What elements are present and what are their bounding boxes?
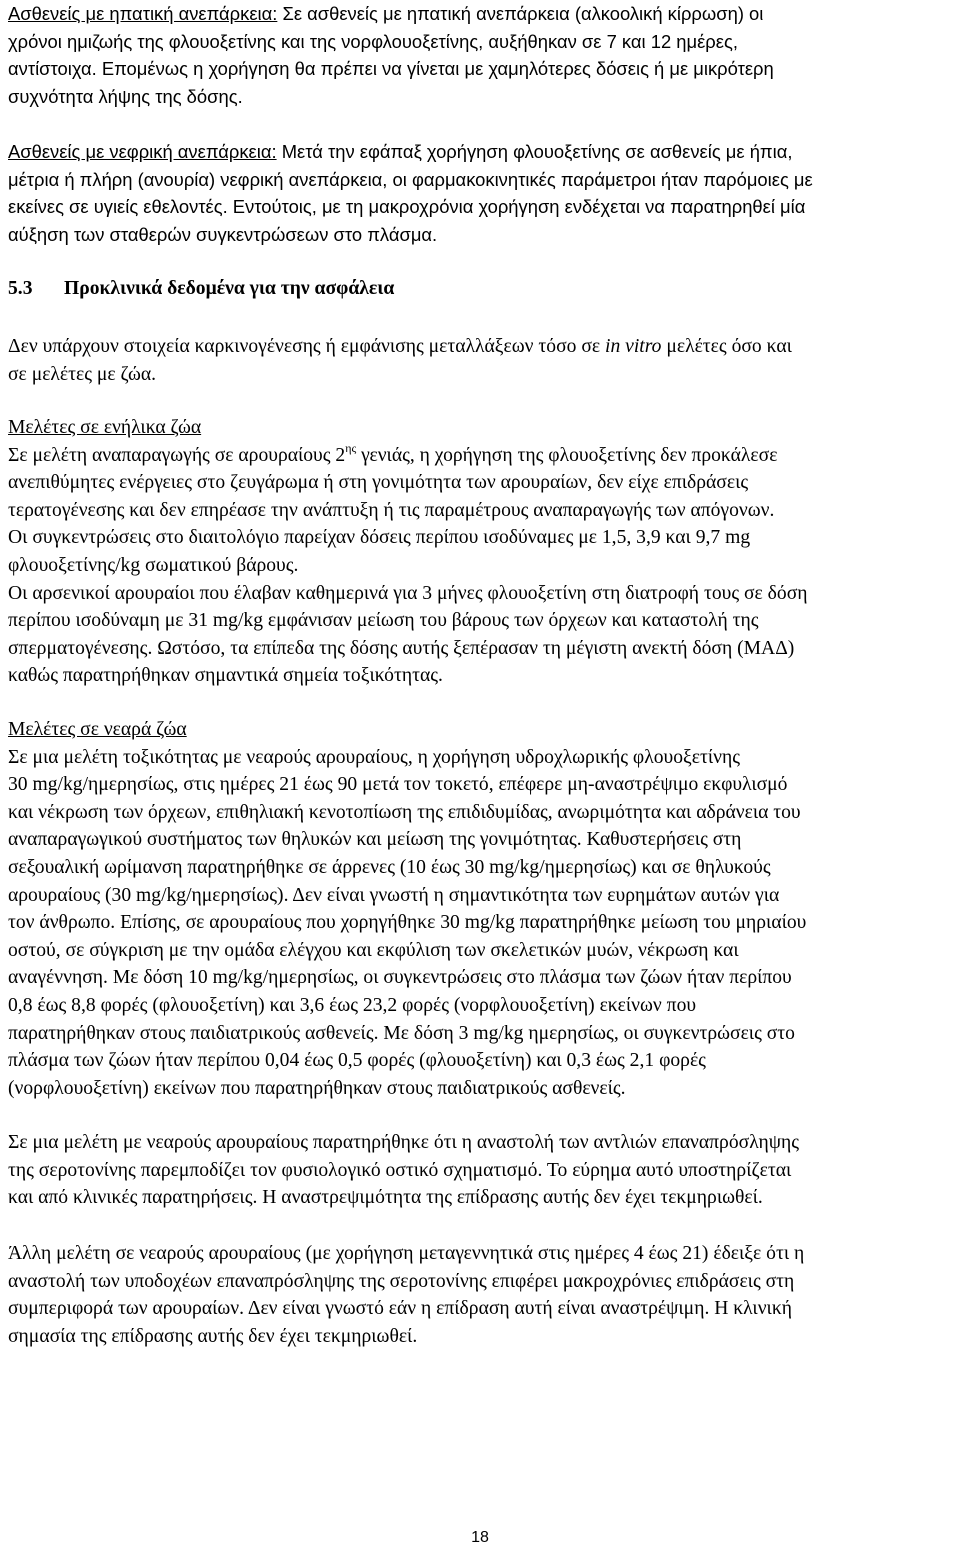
young-line-10: 0,8 έως 8,8 φορές (φλουοξετίνη) και 3,6 έως 23,2 φορές (νορφλουοξετίνη) εκείνων που xyxy=(8,994,697,1016)
hepatic-line-2: χρόνοι ημιζωής της φλουοξετίνης και της νορφλουοξετίνης, αυξήθηκαν σε 7 και 12 ημέρες, xyxy=(8,30,738,52)
young-line-9: αναγέννηση. Με δόση 10 mg/kg/ημερησίως, οι συγκεντρώσεις στο πλάσμα των ζώων ήταν περίπου xyxy=(8,967,792,989)
serotonin1-line-2: της σεροτονίνης παρεμποδίζει τον φυσιολογικό οστικό σχηματισμό. Το εύρημα αυτό υποστηρίζεται xyxy=(8,1159,792,1181)
serotonin2-line-3: συμπεριφορά των αρουραίων. Δεν είναι γνωστό εάν η επίδραση αυτή είναι αναστρέψιμη. Η κλινική xyxy=(8,1298,792,1320)
young-line-3: και νέκρωση των όρχεων, επιθηλιακή κενοτοπίωση της επιδιδυμίδας, ανωριμότητα και αδράνεια του xyxy=(8,801,801,823)
renal-label: Ασθενείς με νεφρική ανεπάρκεια: xyxy=(8,141,277,162)
young-line-8: οστού, σε σύγκριση με την ομάδα ελέγχου και εκφύλιση των σκελετικών μυών, νέκρωση και xyxy=(8,939,739,961)
section-title: Προκλινικά δεδομένα για την ασφάλεια xyxy=(64,278,395,299)
hepatic-line-1: Ασθενείς με ηπατική ανεπάρκεια: Σε ασθενείς με ηπατική ανεπάρκεια (αλκοολική κίρρωση) οι xyxy=(8,3,764,24)
adult-line-4: Οι συγκεντρώσεις στο διαιτολόγιο παρείχαν δόσεις περίπου ισοδύναμες με 1,5, 3,9 και 9,7 mg xyxy=(8,527,751,549)
young-line-2: 30 mg/kg/ημερησίως, στις ημέρες 21 έως 90 μετά τον τοκετό, επέφερε μη-αναστρέψιμο εκφυλισμό xyxy=(8,774,788,796)
young-line-1: Σε μια μελέτη τοξικότητας με νεαρούς αρουραίους, η χορήγηση υδροχλωρικής φλουοξετίνης xyxy=(8,746,740,768)
young-line-12: πλάσμα των ζώων ήταν περίπου 0,04 έως 0,5 φορές (φλουοξετίνη) και 0,3 έως 2,1 φορές xyxy=(8,1050,706,1072)
adult-studies-section xyxy=(8,414,808,690)
young-line-4: αναπαραγωγικού συστήματος των θηλυκών και μείωση της γονιμότητας. Καθυστερήσεις στη xyxy=(8,829,742,851)
adult-line-3: τερατογένεσης και δεν επηρέασε την ανάπτυξη ή τις παραμέτρους αναπαραγωγής των απόγονων. xyxy=(8,499,775,521)
renal-line-1: Ασθενείς με νεφρική ανεπάρκεια: Μετά την εφάπαξ χορήγηση φλουοξετίνης σε ασθενείς με ήπια, xyxy=(8,141,793,162)
page-number: 18 xyxy=(471,1529,489,1546)
adult-line-1: Σε μελέτη αναπαραγωγής σε αρουραίους $2^{\eta\varsigma}$ γενιάς, η χορήγηση της φλουοξετίνης δεν προκάλεσε xyxy=(8,440,778,466)
adult-line-5: φλουοξετίνης/kg σωματικού βάρους. xyxy=(8,554,299,576)
young-studies-heading: Μελέτες σε νεαρά ζώα xyxy=(8,719,187,740)
hepatic-label: Ασθενείς με ηπατική ανεπάρκεια: xyxy=(8,3,278,24)
serotonin1-line-3: και από κλινικές παρατηρήσεις. Η αναστρεψιμότητα της επίδρασης αυτής δεν έχει τεκμηριωθεί. xyxy=(8,1187,763,1209)
young-line-13: (νορφλουοξετίνη) εκείνων που παρατηρήθηκαν στους παιδιατρικούς ασθενείς. xyxy=(8,1077,626,1099)
renal-paragraph xyxy=(8,138,813,248)
serotonin1-line-1: Σε μια μελέτη με νεαρούς αρουραίους παρατηρήθηκε ότι η αναστολή των αντλιών επαναπρόσληψης xyxy=(8,1132,800,1153)
serotonin2-line-1: Άλλη μελέτη σε νεαρούς αρουραίους (με χορήγηση μεταγεννητικά στις ημέρες 4 έως 21) έδειξε ότι η xyxy=(8,1243,805,1264)
superscript-generation: ης xyxy=(345,440,357,455)
serotonin2-line-2: αναστολή των υποδοχέων επαναπρόσληψης της σεροτονίνης επιφέρει μακροχρόνιες επιδράσεις στη xyxy=(8,1270,795,1292)
adult-line-6: Οι αρσενικοί αρουραίοι που έλαβαν καθημερινά για 3 μήνες φλουοξετίνη στη διατροφή τους σε δόση xyxy=(8,582,808,604)
serotonin2-line-4: σημασία της επίδρασης αυτής δεν έχει τεκμηριωθεί. xyxy=(8,1325,418,1347)
young-line-6: αρουραίους (30 mg/kg/ημερησίως). Δεν είναι γνωστή η σημαντικότητα των ευρημάτων αυτών για xyxy=(8,884,780,906)
adult-line-2: ανεπιθύμητες ενέργειες στο ζευγάρωμα ή στη γονιμότητα των αρουραίων, δεν είχε επιδράσεις xyxy=(8,472,749,494)
in-vitro-term: in vitro xyxy=(605,336,662,357)
young-studies-section xyxy=(8,716,806,1102)
section-heading xyxy=(8,275,394,303)
hepatic-paragraph xyxy=(8,0,774,110)
adult-studies-heading: Μελέτες σε ενήλικα ζώα xyxy=(8,417,202,438)
section-number: 5.3 xyxy=(8,278,33,299)
intro-paragraph xyxy=(8,333,792,388)
young-line-5: σεξουαλική ωρίμανση παρατηρήθηκε σε άρρενες (10 έως 30 mg/kg/ημερησίως) και σε θηλυκούς xyxy=(8,856,771,878)
renal-line-3: εκείνες σε υγιείς εθελοντές. Εντούτοις, με τη μακροχρόνια χορήγηση ενδέχεται να παρατηρηθεί μία xyxy=(8,196,806,217)
renal-line-4: αύξηση των σταθερών συγκεντρώσεων στο πλάσμα. xyxy=(8,223,438,245)
adult-line-7: περίπου ισοδύναμη με 31 mg/kg εμφάνισαν μείωση του βάρους των όρχεων και καταστολή της xyxy=(8,610,759,632)
renal-line-2: μέτρια ή πλήρη (ανουρία) νεφρική ανεπάρκεια, οι φαρμακοκινητικές παράμετροι ήταν παρόμοιες με xyxy=(8,168,813,190)
adult-line-8: σπερματογένεσης. Ωστόσο, τα επίπεδα της δόσης αυτής ξεπέρασαν τη μέγιστη ανεκτή δόση (ΜΑΔ) xyxy=(8,637,795,659)
young-line-11: παρατηρήθηκαν στους παιδιατρικούς ασθενείς. Με δόση 3 mg/kg ημερησίως, οι συγκεντρώσεις στο xyxy=(8,1022,795,1044)
hepatic-line-3: αντίστοιχα. Επομένως η χορήγηση θα πρέπει να γίνεται με χαμηλότερες δόσεις ή με μικρότερη xyxy=(8,58,774,79)
serotonin-paragraph-1 xyxy=(8,1129,799,1212)
serotonin-paragraph-2 xyxy=(8,1240,804,1350)
intro-line-2: σε μελέτες με ζώα. xyxy=(8,363,157,385)
young-line-7: τον άνθρωπο. Επίσης, σε αρουραίους που χορηγήθηκε 30 mg/kg παρατηρήθηκε μείωση του μηριαίου xyxy=(8,912,807,934)
hepatic-line-4: συχνότητα λήψης της δόσης. xyxy=(8,85,243,107)
adult-line-9: καθώς παρατηρήθηκαν σημαντικά σημεία τοξικότητας. xyxy=(8,665,443,687)
intro-line-1: Δεν υπάρχουν στοιχεία καρκινογένεσης ή εμφάνισης μεταλλάξεων τόσο σε in vitro μελέτες όσο και xyxy=(8,336,792,357)
